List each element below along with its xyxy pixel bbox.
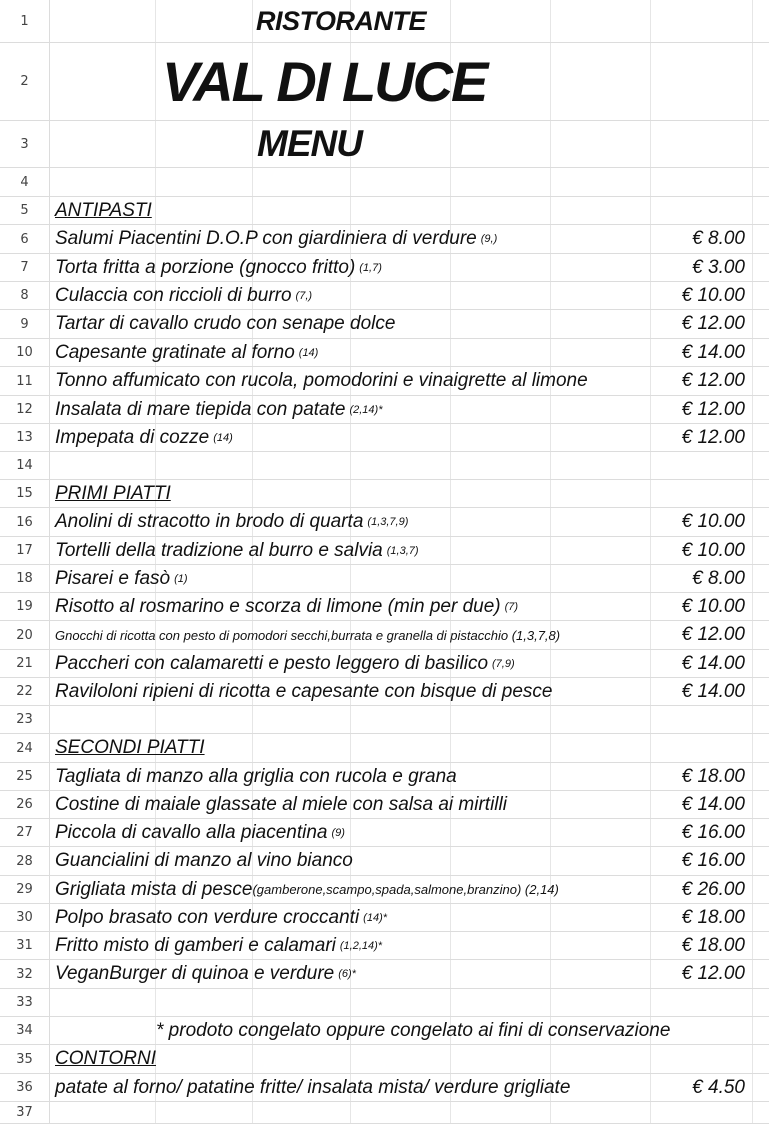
allergen-codes: (14) [213,431,233,444]
sheet-row [0,565,769,593]
row-number[interactable]: 5 [0,197,50,224]
menu-item[interactable] [55,593,518,620]
sheet-row [0,791,769,819]
menu-item[interactable] [55,932,382,959]
sheet-row [0,847,769,876]
row-number[interactable]: 26 [0,791,50,818]
dish-name: Costine di maiale glassate al miele con salsa ai mirtilli [55,793,507,815]
allergen-codes: (7,) [295,289,313,302]
sheet-row [0,650,769,678]
allergen-codes: (7) [504,600,519,613]
menu-item[interactable] [55,565,188,592]
sheet-row [0,310,769,339]
dish-name: Salumi Piacentini D.O.P con giardiniera di verdure [55,228,477,249]
sheet-row [0,0,769,43]
dish-name: Gnocchi di ricotta con pesto di pomodori secchi,burrata e granella di pistacchio (1,3,7,8) [55,627,561,643]
dish-name: Fritto misto di gamberi e calamari [55,934,336,956]
sheet-row [0,904,769,932]
menu-item[interactable] [55,254,382,281]
row-number[interactable]: 1 [0,0,50,42]
menu-item[interactable] [55,847,353,875]
menu-item[interactable] [55,310,395,338]
section-secondi-piatti[interactable]: SECONDI PIATTI [55,737,205,758]
sheet-row [0,452,769,480]
sheet-row [0,734,769,763]
menu-item[interactable] [55,367,588,395]
dish-name: Capesante gratinate al forno [55,341,295,363]
row-number[interactable]: 24 [0,734,50,762]
row-number[interactable]: 23 [0,706,50,733]
row-number[interactable]: 16 [0,508,50,536]
menu-item[interactable] [55,678,552,705]
dish-price[interactable]: € 12.00 [681,624,745,645]
menu-item[interactable] [55,621,560,649]
row-number[interactable]: 14 [0,452,50,479]
allergen-codes: (14) [298,346,319,359]
row-number[interactable]: 17 [0,537,50,564]
dish-name: Torta fritta a porzione (gnocco fritto) [55,256,356,278]
menu-item[interactable] [55,339,318,366]
row-number[interactable]: 37 [0,1102,50,1123]
dish-name: Pisarei e fasò [55,567,171,589]
row-number[interactable]: 31 [0,932,50,959]
row-number[interactable]: 36 [0,1074,50,1101]
row-number[interactable]: 10 [0,339,50,366]
dish-price[interactable]: € 14.00 [681,793,745,815]
row-number[interactable]: 27 [0,819,50,846]
dish-name: VeganBurger di quinoa e verdure [55,963,335,984]
sheet-row [0,1102,769,1124]
menu-item[interactable] [55,763,457,790]
sheet-row [0,763,769,791]
row-number[interactable]: 32 [0,960,50,988]
dish-price[interactable]: € 26.00 [681,878,745,900]
dish-price[interactable]: € 18.00 [681,906,745,928]
row-number[interactable]: 21 [0,650,50,677]
sheet-row [0,225,769,254]
row-number[interactable]: 8 [0,282,50,309]
restaurant-name[interactable]: VAL DI LUCE [162,50,487,113]
sheet-row [0,367,769,396]
dish-price[interactable]: € 14.00 [681,341,745,363]
dish-price[interactable]: € 12.00 [681,963,745,984]
sheet-row [0,1045,769,1074]
dish-price[interactable]: € 8.00 [692,228,745,249]
allergen-codes: (2,14)* [349,403,383,416]
sheet-row [0,989,769,1017]
sheet-row [0,1074,769,1102]
menu-item[interactable] [55,791,507,818]
row-number[interactable]: 29 [0,876,50,903]
sheet-row [0,43,769,121]
dish-price[interactable]: € 12.00 [681,426,745,448]
row-number[interactable]: 3 [0,121,50,167]
dish-price[interactable]: € 14.00 [681,652,745,674]
menu-item[interactable] [55,904,387,931]
dish-price[interactable]: € 16.00 [681,821,745,843]
dish-name: Raviloloni ripieni di ricotta e capesante con bisque di pesce [55,680,553,702]
row-number[interactable]: 2 [0,43,50,120]
row-number[interactable]: 19 [0,593,50,620]
menu-item[interactable] [55,424,233,451]
dish-name: Tagliata di manzo alla griglia con rucola e grana [55,765,457,787]
dish-price[interactable]: € 16.00 [681,850,745,871]
dish-name: Guancialini di manzo al vino bianco [55,850,353,871]
sheet-row [0,508,769,537]
sheet-row [0,819,769,847]
menu-title[interactable]: MENU [257,123,362,164]
sheet-row [0,282,769,310]
dish-price[interactable]: € 12.00 [681,398,745,420]
row-number[interactable]: 13 [0,424,50,451]
sheet-row [0,254,769,282]
dish-name: Culaccia con riccioli di burro [55,284,292,306]
contorni-item[interactable]: patate al forno/ patatine fritte/ insalata mista/ verdure grigliate [55,1076,571,1098]
allergen-codes: (9) [331,826,345,839]
sheet-row [0,424,769,452]
dish-price[interactable]: € 18.00 [681,765,745,787]
allergen-codes: (1,3,7,9) [367,516,409,528]
sheet-row [0,706,769,734]
dish-name: Anolini di stracotto in brodo di quarta [55,511,364,532]
row-number[interactable]: 34 [0,1017,50,1044]
row-number[interactable]: 12 [0,396,50,423]
row-number[interactable]: 22 [0,678,50,705]
sheet-row [0,1017,769,1045]
sheet-row [0,480,769,508]
dish-price[interactable]: € 10.00 [681,284,745,306]
row-number[interactable]: 25 [0,763,50,790]
dish-name: Piccola di cavallo alla piacentina [55,821,328,843]
row-number[interactable]: 9 [0,310,50,338]
section-antipasti[interactable]: ANTIPASTI [55,199,152,221]
dish-name: Tortelli della tradizione al burro e salvia [55,539,383,561]
sheet-row [0,197,769,225]
menu-item[interactable] [55,650,515,677]
dish-price[interactable]: € 10.00 [681,595,745,617]
row-number[interactable]: 15 [0,480,50,507]
row-number[interactable]: 7 [0,254,50,281]
row-number[interactable]: 20 [0,621,50,649]
dish-price[interactable]: € 12.00 [681,370,745,391]
dish-price[interactable]: € 14.00 [681,680,745,702]
allergen-codes: (1,2,14)* [339,939,383,952]
frozen-product-note[interactable]: * prodoto congelato oppure congelato ai fini di conservazione [156,1019,671,1041]
section-primi-piatti[interactable]: PRIMI PIATTI [55,482,171,504]
menu-item[interactable] [55,396,383,423]
menu-item[interactable] [55,508,408,536]
allergen-codes: (9,) [480,233,498,245]
dish-name: Insalata di mare tiepida con patate [55,398,346,420]
dish-price[interactable]: € 10.00 [681,511,745,532]
dish-name: Tartar di cavallo crudo con senape dolce [55,313,396,334]
dish-price[interactable]: € 3.00 [692,256,745,278]
sheet-row [0,593,769,621]
restaurant-label[interactable]: RISTORANTE [256,5,427,36]
menu-item[interactable] [55,537,419,564]
section-contorni[interactable]: CONTORNI [55,1048,156,1069]
dish-name: Polpo brasato con verdure croccanti [55,906,360,928]
row-number[interactable]: 30 [0,904,50,931]
contorni-price[interactable]: € 4.50 [692,1076,745,1098]
menu-item[interactable] [55,819,345,846]
row-number[interactable]: 33 [0,989,50,1016]
row-number[interactable]: 6 [0,225,50,253]
dish-price[interactable]: € 12.00 [681,313,745,334]
row-number[interactable]: 18 [0,565,50,592]
sheet-row [0,932,769,960]
sheet-row [0,678,769,706]
allergen-codes: (7,9) [492,657,515,670]
allergen-codes: (14)* [363,911,388,924]
row-number[interactable]: 28 [0,847,50,875]
sheet-row [0,339,769,367]
dish-name: Impepata di cozze [55,426,210,448]
sheet-row [0,396,769,424]
menu-item[interactable] [55,876,559,903]
sheet-row [0,537,769,565]
row-number[interactable]: 4 [0,168,50,196]
dish-name: Risotto al rosmarino e scorza di limone (min per due) [55,595,501,617]
sheet-row [0,168,769,197]
allergen-codes: (1) [174,572,188,585]
allergen-codes: (1,7) [359,261,382,274]
sheet-row [0,960,769,989]
allergen-codes: (gamberone,scampo,spada,salmone,branzino) (2,14) [252,882,559,897]
menu-item[interactable] [55,960,356,988]
dish-price[interactable]: € 8.00 [692,567,745,589]
dish-name: Paccheri con calamaretti e pesto leggero di basilico [55,652,489,674]
menu-item[interactable] [55,225,497,253]
allergen-codes: (1,3,7) [386,544,419,557]
row-number[interactable]: 35 [0,1045,50,1073]
row-number[interactable]: 11 [0,367,50,395]
menu-item[interactable] [55,282,312,309]
sheet-row [0,621,769,650]
dish-price[interactable]: € 10.00 [681,539,745,561]
dish-price[interactable]: € 18.00 [681,934,745,956]
dish-name: Tonno affumicato con rucola, pomodorini e vinaigrette al limone [55,370,588,391]
allergen-codes: (6)* [338,968,356,980]
dish-name: Grigliata mista di pesce [55,878,253,900]
sheet-row [0,876,769,904]
sheet-row [0,121,769,168]
